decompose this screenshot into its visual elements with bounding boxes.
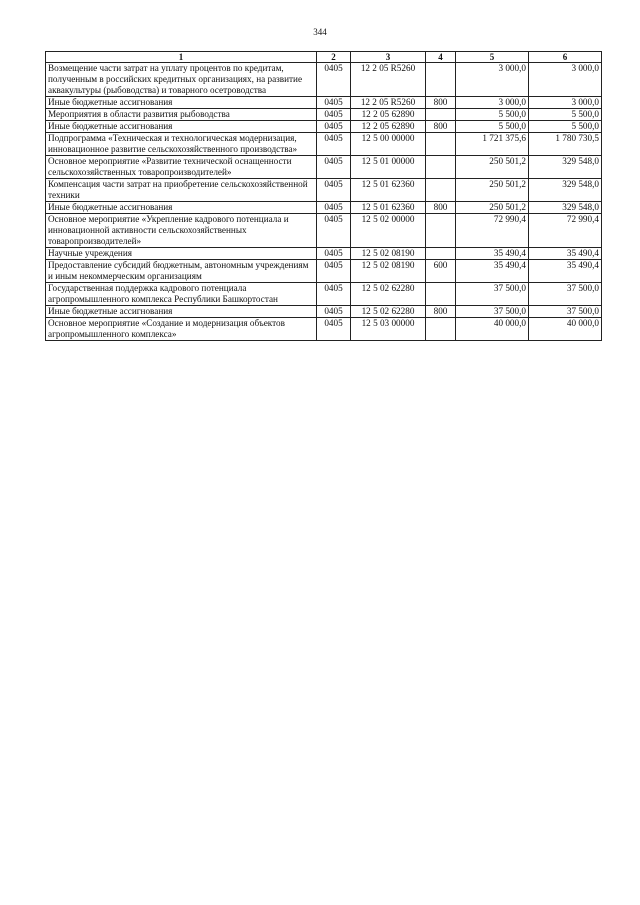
row-value-6: 35 490,4 <box>529 248 602 260</box>
row-value-5: 37 500,0 <box>456 306 529 318</box>
table-row <box>46 133 602 156</box>
row-value-5: 40 000,0 <box>456 318 529 341</box>
row-type <box>426 63 456 97</box>
row-value-6: 72 990,4 <box>529 214 602 248</box>
row-name: Компенсация части затрат на приобретение сельскохозяйственной техники <box>46 179 317 202</box>
row-value-6: 3 000,0 <box>529 97 602 109</box>
row-section: 0405 <box>317 318 351 341</box>
row-type <box>426 318 456 341</box>
row-value-5: 3 000,0 <box>456 63 529 97</box>
table-row <box>46 63 602 97</box>
row-value-6: 329 548,0 <box>529 156 602 179</box>
row-name: Иные бюджетные ассигнования <box>46 202 317 214</box>
row-code: 12 5 02 08190 <box>351 248 426 260</box>
row-type: 800 <box>426 121 456 133</box>
row-name: Основное мероприятие «Развитие технической оснащенности сельскохозяйственных товаропроизводителей» <box>46 156 317 179</box>
column-header-4: 4 <box>426 52 456 63</box>
row-value-5: 5 500,0 <box>456 121 529 133</box>
row-value-5: 3 000,0 <box>456 97 529 109</box>
row-value-6: 35 490,4 <box>529 260 602 283</box>
row-code: 12 5 02 62280 <box>351 283 426 306</box>
table-header-row <box>46 52 602 63</box>
row-section: 0405 <box>317 97 351 109</box>
row-code: 12 5 01 00000 <box>351 156 426 179</box>
table-row <box>46 214 602 248</box>
row-value-5: 250 501,2 <box>456 202 529 214</box>
row-value-5: 250 501,2 <box>456 156 529 179</box>
row-section: 0405 <box>317 260 351 283</box>
table-row <box>46 202 602 214</box>
row-code: 12 2 05 62890 <box>351 121 426 133</box>
row-code: 12 5 02 00000 <box>351 214 426 248</box>
row-name: Иные бюджетные ассигнования <box>46 97 317 109</box>
row-value-5: 72 990,4 <box>456 214 529 248</box>
row-value-6: 329 548,0 <box>529 179 602 202</box>
row-code: 12 5 01 62360 <box>351 179 426 202</box>
table-row <box>46 318 602 341</box>
row-code: 12 5 00 00000 <box>351 133 426 156</box>
row-name: Подпрограмма «Техническая и технологическая модернизация, инновационное развитие сельскохозяйственного производства» <box>46 133 317 156</box>
row-value-5: 250 501,2 <box>456 179 529 202</box>
row-name: Иные бюджетные ассигнования <box>46 306 317 318</box>
table-row <box>46 121 602 133</box>
row-value-6: 1 780 730,5 <box>529 133 602 156</box>
row-value-5: 35 490,4 <box>456 248 529 260</box>
row-name: Основное мероприятие «Создание и модернизация объектов агропромышленного комплекса» <box>46 318 317 341</box>
column-header-3: 3 <box>351 52 426 63</box>
row-section: 0405 <box>317 121 351 133</box>
table-row <box>46 179 602 202</box>
table-row <box>46 306 602 318</box>
row-section: 0405 <box>317 109 351 121</box>
table-row <box>46 283 602 306</box>
row-section: 0405 <box>317 202 351 214</box>
column-header-5: 5 <box>456 52 529 63</box>
row-section: 0405 <box>317 214 351 248</box>
row-type: 800 <box>426 97 456 109</box>
table-row <box>46 260 602 283</box>
row-section: 0405 <box>317 63 351 97</box>
page-number: 344 <box>313 27 327 37</box>
column-header-1: 1 <box>46 52 317 63</box>
row-name: Мероприятия в области развития рыбоводства <box>46 109 317 121</box>
row-code: 12 5 01 62360 <box>351 202 426 214</box>
row-name: Научные учреждения <box>46 248 317 260</box>
row-type <box>426 248 456 260</box>
row-section: 0405 <box>317 133 351 156</box>
row-code: 12 5 03 00000 <box>351 318 426 341</box>
column-header-2: 2 <box>317 52 351 63</box>
row-section: 0405 <box>317 179 351 202</box>
row-type: 800 <box>426 202 456 214</box>
row-type <box>426 179 456 202</box>
row-section: 0405 <box>317 248 351 260</box>
row-name: Иные бюджетные ассигнования <box>46 121 317 133</box>
row-code: 12 2 05 R5260 <box>351 97 426 109</box>
row-type: 800 <box>426 306 456 318</box>
row-section: 0405 <box>317 306 351 318</box>
table-row <box>46 97 602 109</box>
row-value-6: 37 500,0 <box>529 283 602 306</box>
row-name: Государственная поддержка кадрового потенциала агропромышленного комплекса Республики Башкортостан <box>46 283 317 306</box>
row-code: 12 2 05 62890 <box>351 109 426 121</box>
row-type <box>426 214 456 248</box>
row-code: 12 5 02 62280 <box>351 306 426 318</box>
budget-table <box>45 51 602 341</box>
row-value-5: 5 500,0 <box>456 109 529 121</box>
row-value-5: 37 500,0 <box>456 283 529 306</box>
table-row <box>46 248 602 260</box>
row-section: 0405 <box>317 283 351 306</box>
column-header-6: 6 <box>529 52 602 63</box>
row-type: 600 <box>426 260 456 283</box>
row-value-5: 1 721 375,6 <box>456 133 529 156</box>
row-value-6: 5 500,0 <box>529 109 602 121</box>
table-row <box>46 156 602 179</box>
row-value-6: 5 500,0 <box>529 121 602 133</box>
row-type <box>426 133 456 156</box>
row-name: Предоставление субсидий бюджетным, автономным учреждениям и иным некоммерческим организациям <box>46 260 317 283</box>
row-section: 0405 <box>317 156 351 179</box>
row-type <box>426 156 456 179</box>
row-name: Основное мероприятие «Укрепление кадрового потенциала и инновационной активности сельскохозяйственных товаропроизводителей» <box>46 214 317 248</box>
row-value-5: 35 490,4 <box>456 260 529 283</box>
row-type <box>426 283 456 306</box>
row-value-6: 37 500,0 <box>529 306 602 318</box>
row-value-6: 40 000,0 <box>529 318 602 341</box>
row-name: Возмещение части затрат на уплату процентов по кредитам, полученным в российских кредитных организациях, на развитие аквакультуры (рыбоводства) и товарного осетроводства <box>46 63 317 97</box>
row-code: 12 2 05 R5260 <box>351 63 426 97</box>
row-type <box>426 109 456 121</box>
row-value-6: 3 000,0 <box>529 63 602 97</box>
row-code: 12 5 02 08190 <box>351 260 426 283</box>
row-value-6: 329 548,0 <box>529 202 602 214</box>
table-row <box>46 109 602 121</box>
